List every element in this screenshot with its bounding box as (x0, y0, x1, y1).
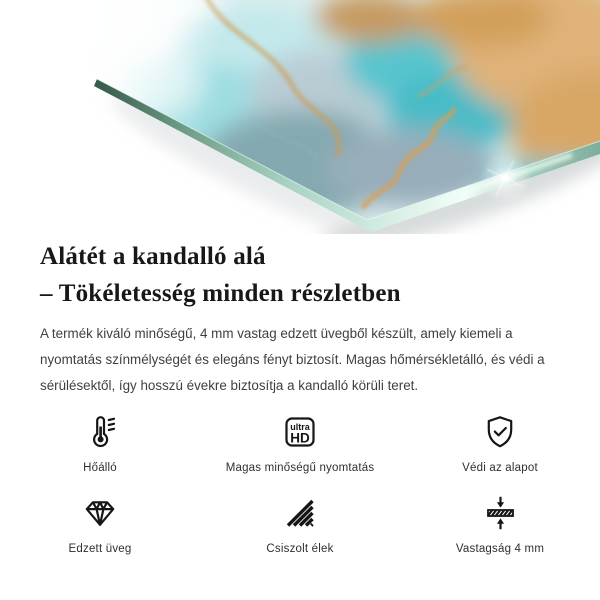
feature-label: Vastagság 4 mm (455, 543, 545, 555)
feature-polished-edges (200, 490, 400, 555)
svg-text:ultra: ultra (290, 422, 310, 432)
feature-label: Hőálló (83, 462, 117, 474)
product-image (0, 0, 600, 234)
svg-text:HD: HD (290, 430, 310, 446)
feature-print-quality (200, 409, 400, 474)
thermometer-icon (80, 409, 120, 455)
thickness-icon (480, 490, 520, 536)
feature-protects-base (400, 409, 600, 474)
ultra-hd-icon (280, 409, 320, 455)
page-title-line1: Alátét a kandalló alá (40, 243, 266, 270)
feature-thickness (400, 490, 600, 555)
feature-label: Védi az alapot (462, 462, 538, 474)
feature-label: Magas minőségű nyomtatás (225, 462, 375, 474)
feature-label: Csiszolt élek (266, 543, 334, 555)
page-title-line2: – Tökéletesség minden részletben (40, 280, 401, 307)
product-description: A termék kiváló minőségű, 4 mm vastag edzett üvegből készült, amely kiemeli a nyomtatás színmélységét és elegáns fényt biztosít. Magas hőmérsékletálló, és védi a sérülésektől, így hosszú évekre biztosítja a kandalló körüli teret. (40, 326, 545, 393)
page-title (40, 238, 560, 312)
feature-tempered-glass (0, 490, 200, 555)
glass-panel-illustration (0, 0, 600, 234)
shield-check-icon (480, 409, 520, 455)
feature-heat-resistant (0, 409, 200, 474)
feature-label: Edzett üveg (68, 543, 132, 555)
feature-grid (0, 409, 600, 555)
polished-edges-icon (280, 490, 320, 536)
diamond-icon (80, 490, 120, 536)
